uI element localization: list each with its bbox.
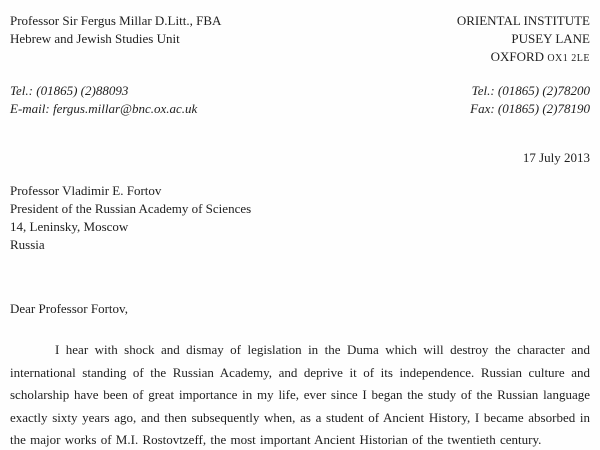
sender-name: Professor Sir Fergus Millar D.Litt., FBA	[10, 13, 222, 28]
recipient-address-block	[10, 182, 590, 254]
recipient-street: 14, Leninsky, Moscow	[10, 219, 129, 234]
institute-address-block	[457, 12, 590, 68]
recipient-title: President of the Russian Academy of Sciences	[10, 201, 252, 216]
sender-block	[10, 12, 221, 48]
institute-tel: Tel.: (01865) (2)78200	[471, 83, 590, 98]
sender-tel: Tel.: (01865) (2)88093	[10, 83, 129, 98]
institute-city: OXFORD	[490, 49, 545, 64]
sender-email: E-mail: fergus.millar@bnc.ox.ac.uk	[10, 101, 198, 116]
salutation: Dear Professor Fortov,	[10, 301, 128, 316]
sender-unit: Hebrew and Jewish Studies Unit	[10, 31, 180, 46]
institute-street: PUSEY LANE	[511, 31, 590, 46]
institute-contact-block	[470, 82, 590, 118]
letterhead	[10, 12, 590, 68]
recipient-country: Russia	[10, 237, 45, 252]
letter-date: 17 July 2013	[522, 150, 590, 165]
institute-city-line	[457, 48, 590, 68]
contact-row	[10, 82, 590, 118]
sender-contact-block	[10, 82, 197, 118]
recipient-name: Professor Vladimir E. Fortov	[10, 183, 162, 198]
institute-fax: Fax: (01865) (2)78190	[470, 101, 590, 116]
institute-postcode: OX1 2LE	[547, 53, 590, 64]
letter-body-paragraph: I hear with shock and dismay of legislation in the Duma which will destroy the character and international standing of the Russian Academy, and deprive it of its independence. Russian culture and scholarship have been of great importance in my life, ever since I began the study of the Russian language exactly sixty years ago, and then subsequently when, as a student of Ancient History, I became absorbed in the major works of M.I. Rostovtzeff, the most important Ancient Historian of the twentieth century.	[10, 342, 590, 447]
institute-name: ORIENTAL INSTITUTE	[456, 13, 590, 28]
